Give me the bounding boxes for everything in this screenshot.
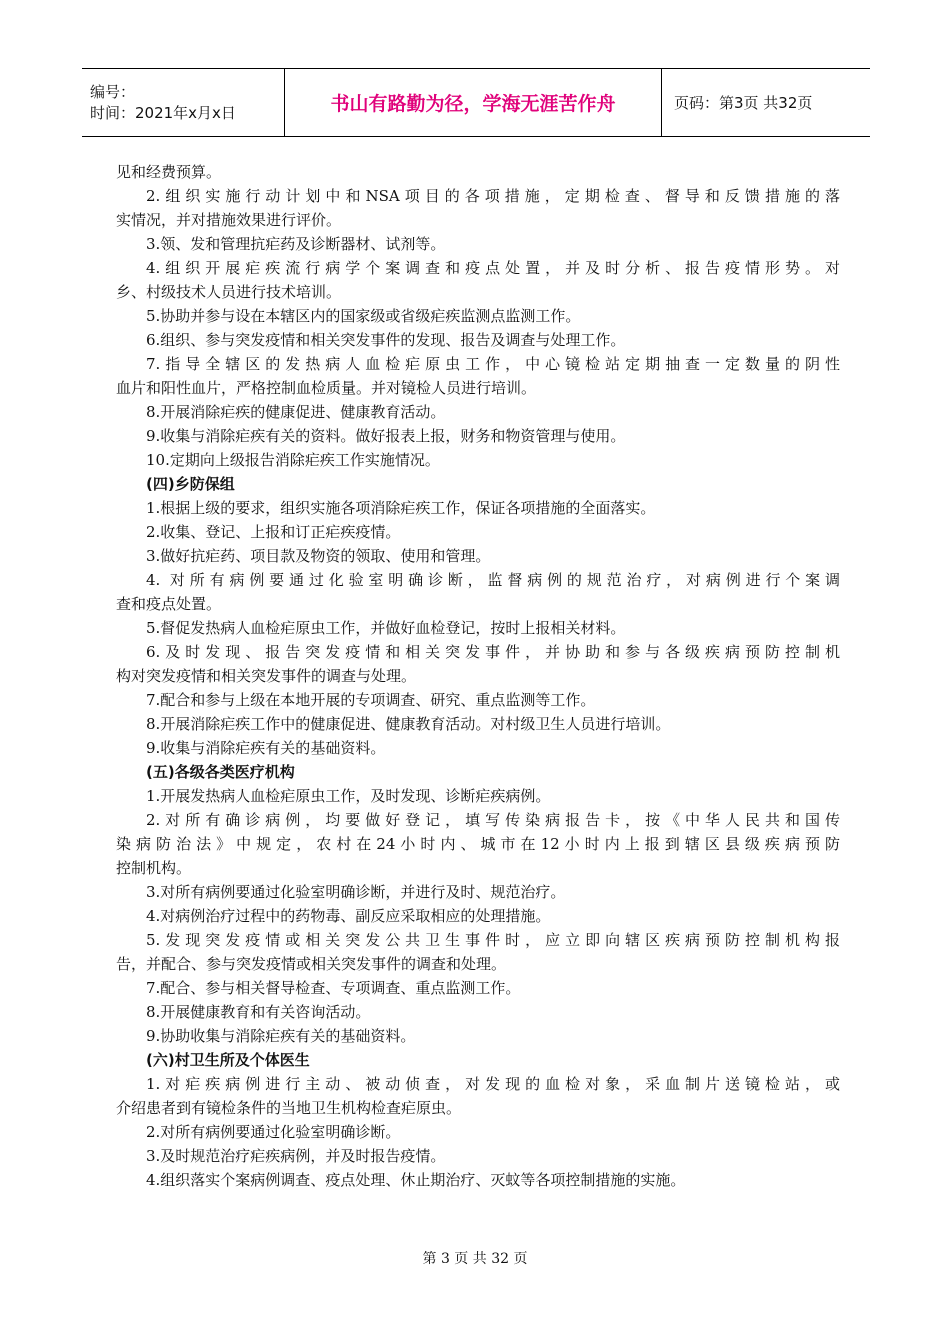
header-meta: [82, 69, 285, 136]
page-info-text: 页码：第3页 共32页: [674, 94, 813, 112]
paragraph-line: 7.配合和参与上级在本地开展的专项调查、研究、重点监测等工作。: [146, 691, 596, 709]
paragraph-line: 2.对所有确诊病例，均要做好登记，填写传染病报告卡，按《中华人民共和国传: [146, 811, 840, 829]
paragraph-line: 8.开展消除疟疾工作中的健康促进、健康教育活动。对村级卫生人员进行培训。: [146, 715, 671, 733]
paragraph-line: 3.及时规范治疗疟疾病例，并及时报告疫情。: [146, 1147, 446, 1165]
section-heading: (六)村卫生所及个体医生: [146, 1051, 310, 1069]
document-date: 时间：2021年x月x日: [90, 103, 236, 122]
paragraph-line: 9.收集与消除疟疾有关的资料。做好报表上报，财务和物资管理与使用。: [146, 427, 626, 445]
document-body: [116, 160, 840, 1192]
paragraph-line: 9.协助收集与消除疟疾有关的基础资料。: [146, 1027, 416, 1045]
paragraph-line: 8.开展消除疟疾的健康促进、健康教育活动。: [146, 403, 446, 421]
paragraph-line: 5.督促发热病人血检疟原虫工作，并做好血检登记，按时上报相关材料。: [146, 619, 626, 637]
paragraph-line: 2.组织实施行动计划中和NSA项目的各项措施，定期检查、督导和反馈措施的落: [146, 187, 840, 205]
paragraph-line: 10.定期向上级报告消除疟疾工作实施情况。: [146, 451, 440, 469]
paragraph-line: 1.开展发热病人血检疟原虫工作，及时发现、诊断疟疾病例。: [146, 787, 551, 805]
paragraph-line: 3.做好抗疟药、项目款及物资的领取、使用和管理。: [146, 547, 491, 565]
paragraph-line: 介绍患者到有镜检条件的当地卫生机构检查疟原虫。: [116, 1099, 462, 1117]
paragraph-line: 告，并配合、参与突发疫情或相关突发事件的调查和处理。: [116, 955, 507, 973]
header-motto: [285, 69, 662, 136]
footer-page-number: 第 3 页 共 32 页: [422, 1251, 528, 1267]
page-header: [82, 68, 870, 137]
paragraph-line: 2.收集、登记、上报和订正疟疾疫情。: [146, 523, 401, 541]
paragraph-line: 1.对疟疾病例进行主动、被动侦查，对发现的血检对象，采血制片送镜检站，或: [146, 1075, 840, 1093]
paragraph-line: 见和经费预算。: [116, 163, 222, 181]
paragraph-line: 乡、村级技术人员进行技术培训。: [116, 283, 342, 301]
paragraph-line: 9.收集与消除疟疾有关的基础资料。: [146, 739, 386, 757]
paragraph-line: 4.对病例治疗过程中的药物毒、副反应采取相应的处理措施。: [146, 907, 551, 925]
section-heading: (四)乡防保组: [146, 475, 235, 493]
paragraph-line: 5.协助并参与设在本辖区内的国家级或省级疟疾监测点监测工作。: [146, 307, 581, 325]
paragraph-line: 控制机构。: [116, 859, 192, 877]
paragraph-line: 4.组织开展疟疾流行病学个案调查和疫点处置，并及时分析、报告疫情形势。对: [146, 259, 840, 277]
paragraph-line: 3.领、发和管理抗疟药及诊断器材、试剂等。: [146, 235, 446, 253]
paragraph-line: 5.发现突发疫情或相关突发公共卫生事件时，应立即向辖区疾病预防控制机构报: [146, 931, 840, 949]
paragraph-line: 3.对所有病例要通过化验室明确诊断，并进行及时、规范治疗。: [146, 883, 566, 901]
header-page-info: [662, 69, 870, 136]
paragraph-line: 7.配合、参与相关督导检查、专项调查、重点监测工作。: [146, 979, 521, 997]
paragraph-line: 1.根据上级的要求，组织实施各项消除疟疾工作，保证各项措施的全面落实。: [146, 499, 656, 517]
paragraph-line: 2.对所有病例要通过化验室明确诊断。: [146, 1123, 401, 1141]
paragraph-line: 查和疫点处置。: [116, 595, 222, 613]
section-heading: (五)各级各类医疗机构: [146, 763, 295, 781]
paragraph-line: 实情况，并对措施效果进行评价。: [116, 211, 342, 229]
paragraph-line: 构对突发疫情和相关突发事件的调查与处理。: [116, 667, 417, 685]
paragraph-line: 6.及时发现、报告突发疫情和相关突发事件，并协助和参与各级疾病预防控制机: [146, 643, 840, 661]
paragraph-line: 6.组织、参与突发疫情和相关突发事件的发现、报告及调查与处理工作。: [146, 331, 626, 349]
motto-text: 书山有路勤为径，学海无涯苦作舟: [330, 93, 616, 115]
page-footer: [0, 1248, 950, 1268]
paragraph-line: 4.组织落实个案病例调查、疫点处理、休止期治疗、灭蚊等各项控制措施的实施。: [146, 1171, 686, 1189]
paragraph-line: 4. 对所有病例要通过化验室明确诊断，监督病例的规范治疗，对病例进行个案调: [146, 571, 840, 589]
document-number-label: 编号：: [90, 82, 136, 101]
paragraph-line: 8.开展健康教育和有关咨询活动。: [146, 1003, 371, 1021]
paragraph-line: 血片和阳性血片，严格控制血检质量。并对镜检人员进行培训。: [116, 379, 537, 397]
paragraph-line: 染病防治法》中规定，农村在24小时内、城市在12小时内上报到辖区县级疾病预防: [116, 835, 840, 853]
paragraph-line: 7.指导全辖区的发热病人血检疟原虫工作，中心镜检站定期抽查一定数量的阴性: [146, 355, 840, 373]
